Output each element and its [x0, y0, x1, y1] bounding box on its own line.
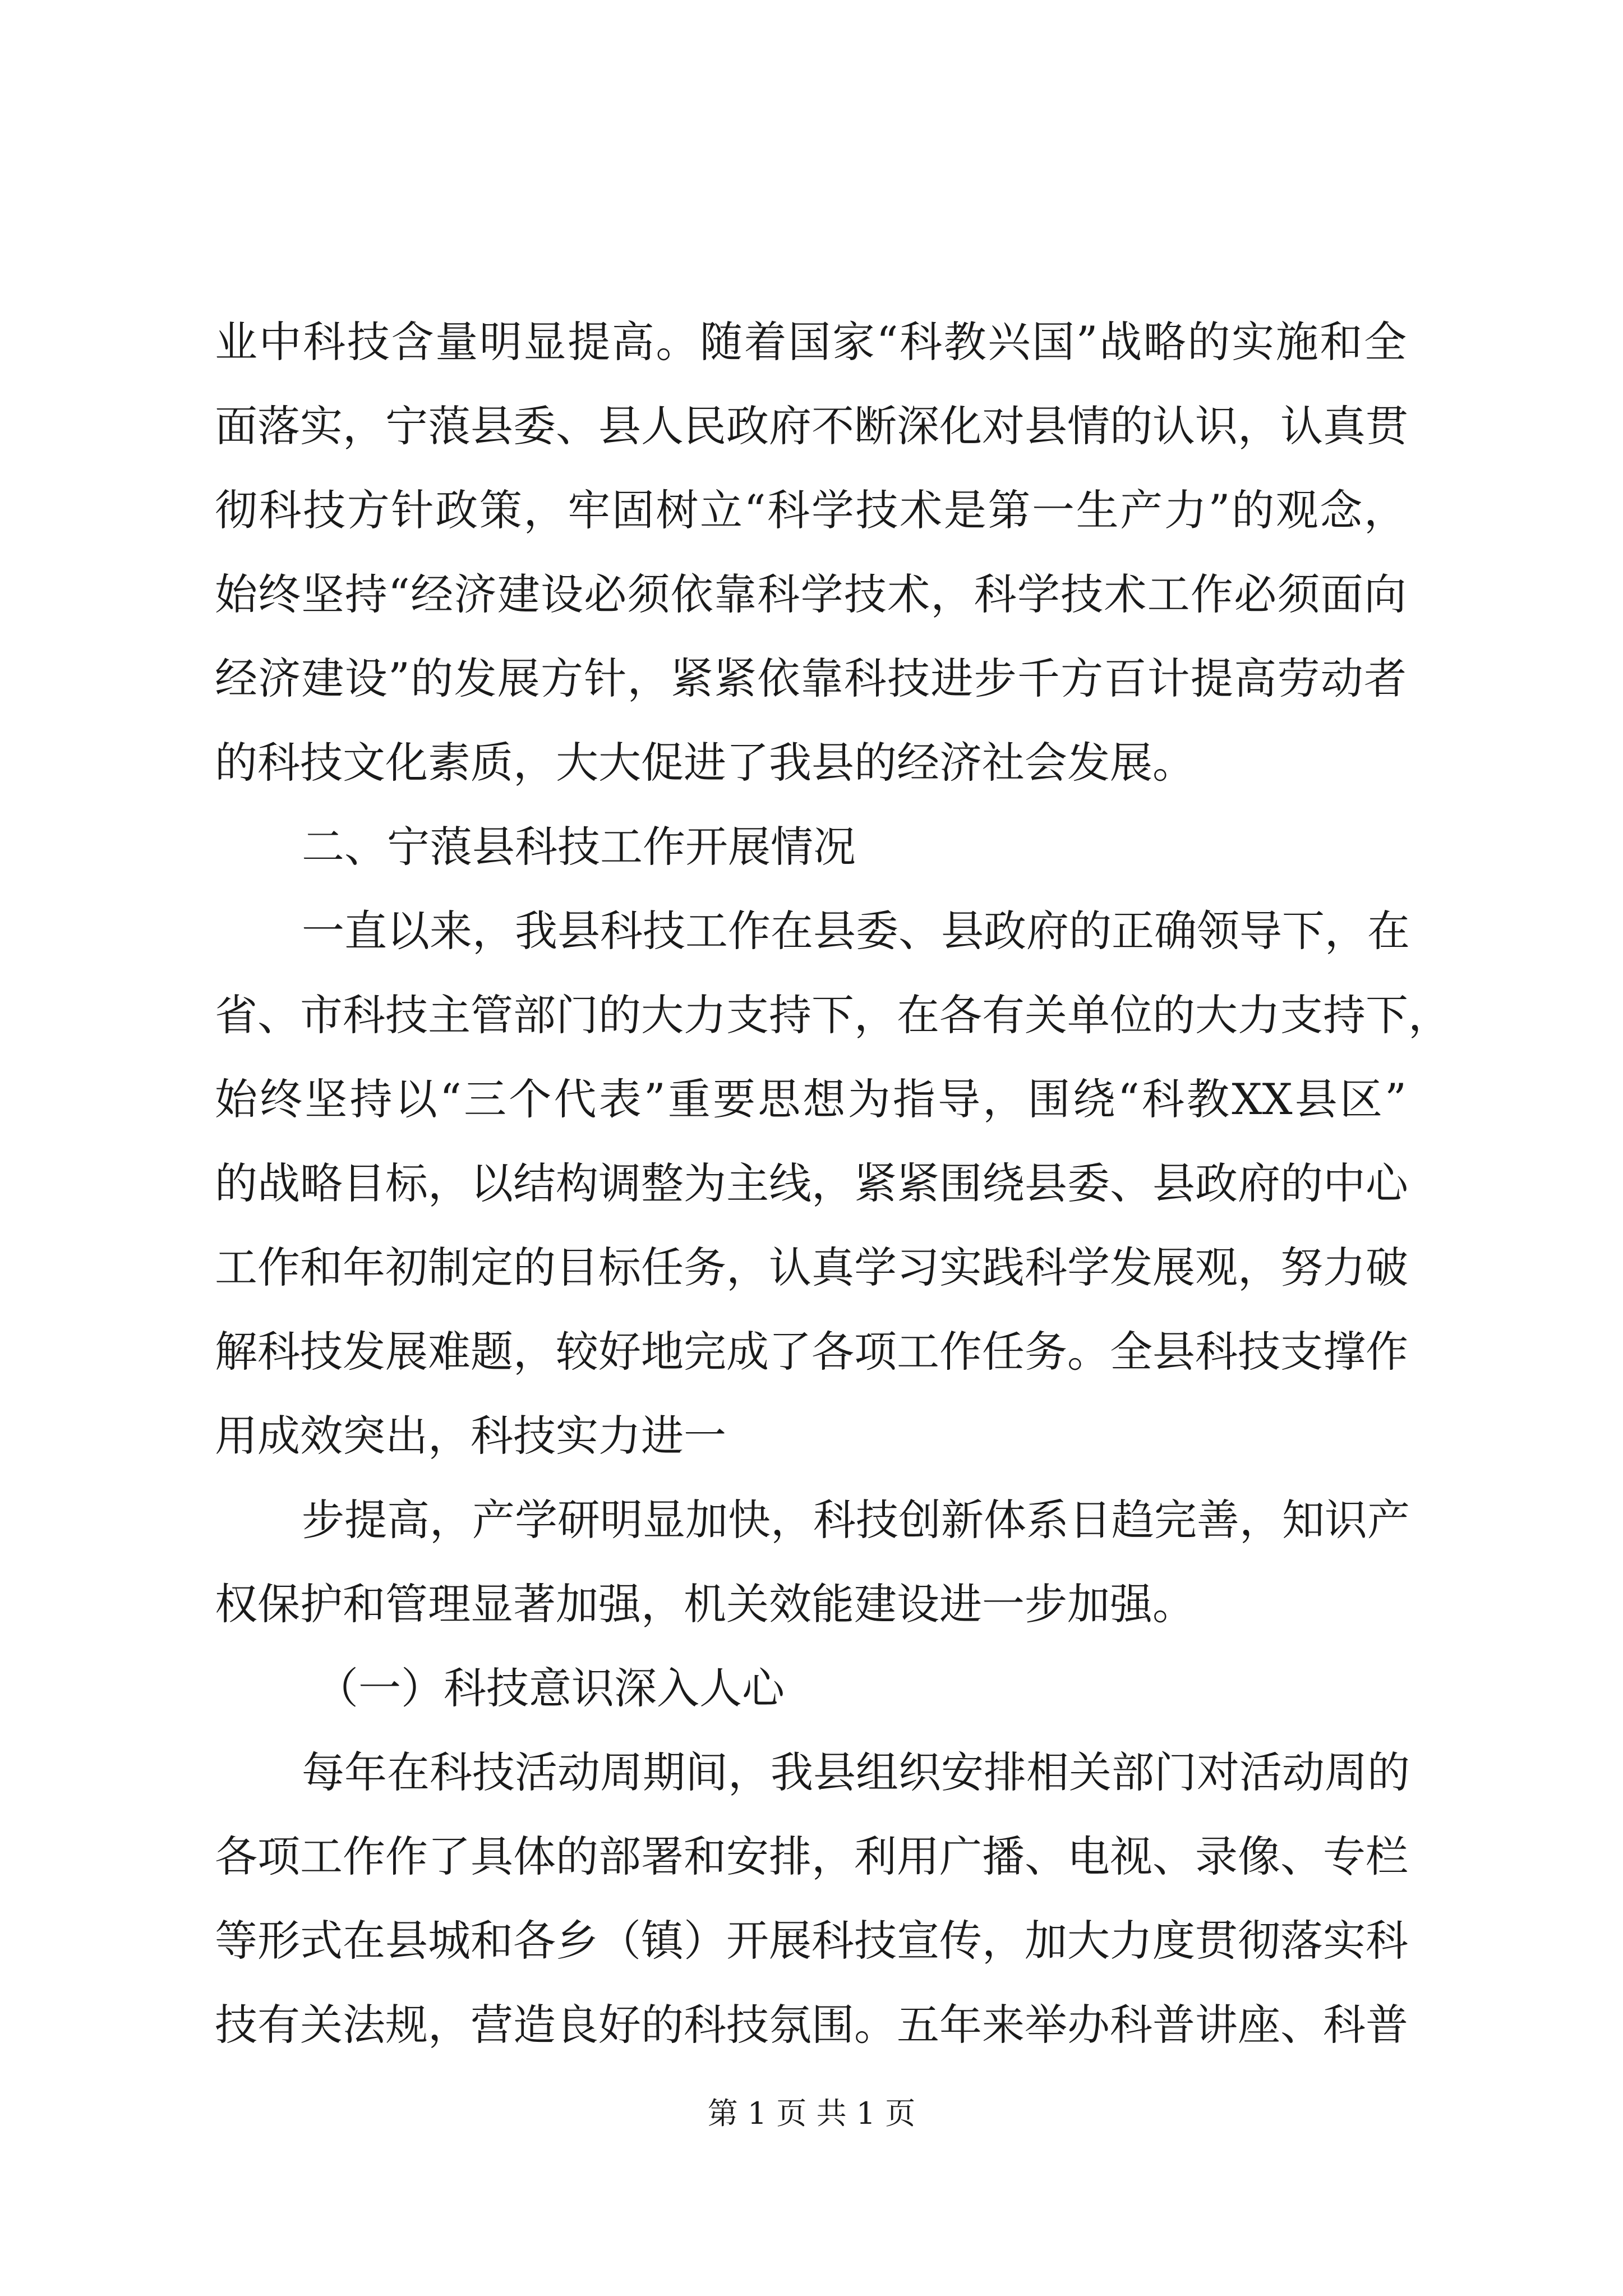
paragraph-line: 的科技文化素质，大大促进了我县的经济社会发展。	[215, 738, 1195, 788]
paragraph-line: 解科技发展难题，较好地完成了各项工作任务。全县科技支撑作	[215, 1327, 1408, 1377]
paragraph-line: 权保护和管理显著加强，机关效能建设进一步加强。	[215, 1579, 1195, 1629]
paragraph-line: 业中科技含量明显提高。随着国家“科教兴国”战略的实施和全	[215, 317, 1407, 367]
paragraph-line: 用成效突出，科技实力进一	[215, 1411, 726, 1461]
paragraph-line: 等形式在县城和各乡（镇）开展科技宣传，加大力度贯彻落实科	[215, 1916, 1408, 1966]
paragraph-line: 步提高，产学研明显加快，科技创新体系日趋完善，知识产	[302, 1495, 1410, 1545]
section-heading: 二、宁蒗县科技工作开展情况	[302, 822, 856, 872]
page-footer: 第 1 页 共 1 页	[707, 2096, 916, 2131]
paragraph-line: 彻科技方针政策，牢固树立“科学技术是第一生产力”的观念，	[215, 485, 1407, 535]
paragraph-line: 一直以来，我县科技工作在县委、县政府的正确领导下，在	[302, 906, 1410, 956]
document-body	[215, 300, 1451, 2067]
paragraph-line: 面落实，宁蒗县委、县人民政府不断深化对县情的认识，认真贯	[215, 401, 1408, 451]
paragraph-line: 技有关法规，营造良好的科技氛围。五年来举办科普讲座、科普	[215, 2000, 1408, 2050]
subsection-heading: （一）科技意识深入人心	[316, 1663, 785, 1713]
paragraph-line: 每年在科技活动周期间，我县组织安排相关部门对活动周的	[302, 1747, 1410, 1797]
paragraph-line: 始终坚持“经济建设必须依靠科学技术，科学技术工作必须面向	[215, 569, 1407, 619]
paragraph-line: 的战略目标，以结构调整为主线，紧紧围绕县委、县政府的中心	[215, 1158, 1408, 1208]
paragraph-line: 各项工作作了具体的部署和安排，利用广播、电视、录像、专栏	[215, 1832, 1408, 1881]
paragraph-line: 工作和年初制定的目标任务，认真学习实践科学发展观，努力破	[215, 1243, 1408, 1292]
paragraph-line: 经济建设”的发展方针，紧紧依靠科技进步千方百计提高劳动者	[215, 654, 1407, 703]
paragraph-line: 省、市科技主管部门的大力支持下，在各有关单位的大力支持下，	[215, 990, 1451, 1040]
paragraph-line: 始终坚持以“三个代表”重要思想为指导，围绕“科教XX县区”	[215, 1074, 1407, 1124]
